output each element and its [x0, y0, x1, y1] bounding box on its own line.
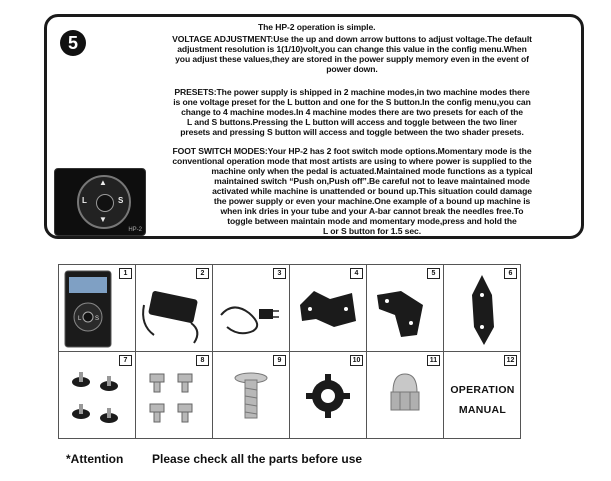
part-cell-5	[367, 265, 444, 352]
text-line: conventional operation mode that most artists are using to where power is supplied to the	[172, 156, 532, 166]
parts-grid	[58, 264, 521, 439]
part-cell-9	[213, 352, 290, 439]
attention-message: Please check all the parts before use	[152, 452, 363, 466]
text-line: L or S button for 1.5 sec.	[323, 226, 421, 236]
up-arrow-icon: ▲	[99, 178, 107, 187]
manual-label-line1: OPERATION	[450, 384, 515, 396]
power-supply-icon	[59, 265, 136, 352]
svg-text:L: L	[78, 316, 82, 322]
part-number: 3	[273, 268, 286, 279]
section-title: The HP-2 operation is simple.	[258, 22, 376, 32]
step-number-badge: 5	[60, 30, 86, 56]
text-line: you adjust these values,they are stored in the power supply memory even in the event of	[175, 54, 529, 64]
part-number: 4	[350, 268, 363, 279]
l-button-label: L	[82, 196, 87, 205]
control-panel-image	[54, 168, 146, 236]
dial-center-icon	[96, 194, 114, 212]
model-label: HP-2	[128, 227, 142, 233]
bracket-icon	[367, 265, 444, 352]
text-line: power down.	[326, 64, 378, 74]
part-number: 5	[427, 268, 440, 279]
bracket-icon	[290, 265, 367, 352]
text-line: the power supply or even your machine.One example of a bound up machine is	[213, 196, 531, 206]
part-number: 10	[350, 355, 363, 366]
manual-label-line2: MANUAL	[458, 404, 507, 416]
down-arrow-icon: ▼	[99, 215, 107, 224]
power-adapter-icon	[136, 265, 213, 352]
text-line: adjustment resolution is 1(1/10)volt,you can change this value in the config menu.When	[177, 44, 527, 54]
part-number: 6	[504, 268, 517, 279]
text-line: activated while machine is unattended or bound up.This situation could damage	[212, 186, 532, 196]
text-line: L and S buttons.Pressing the L button will access and toggle between the two liner	[186, 117, 518, 127]
text-line: change to 4 machine modes.In 4 machine modes there are two presets for each of the	[181, 107, 523, 117]
control-dial	[77, 175, 131, 229]
part-cell-11	[367, 352, 444, 439]
text-line: presets and pressing S button will access and toggle between the two shader presets.	[180, 127, 524, 137]
screw-icon	[213, 352, 290, 439]
part-number: 1	[119, 268, 132, 279]
part-number: 12	[504, 355, 517, 366]
part-cell-12	[444, 352, 521, 439]
text-line: FOOT SWITCH MODES:Your HP-2 has 2 foot switch mode options.Momentary mode is the	[172, 146, 532, 156]
thumb-screws-icon	[136, 352, 213, 439]
text-line: when ink dries in your tube and your A-bar cannot break the needles free.To	[220, 206, 524, 216]
part-cell-8	[136, 352, 213, 439]
part-cell-7	[59, 352, 136, 439]
part-cell-10	[290, 352, 367, 439]
mounting-plate-icon	[444, 265, 521, 352]
part-cell-2	[136, 265, 213, 352]
text-line: is one voltage preset for the L button and one for the S button.In the config menu,you can	[173, 97, 531, 107]
rubber-feet-icon	[59, 352, 136, 439]
presets-paragraph	[124, 87, 580, 137]
part-number: 7	[119, 355, 132, 366]
part-cell-3	[213, 265, 290, 352]
part-number: 8	[196, 355, 209, 366]
attention-label: *Attention	[66, 452, 124, 466]
foot-switch-paragraph	[124, 146, 580, 236]
svg-text:S: S	[95, 316, 100, 322]
lock-washer-icon	[290, 352, 367, 439]
power-cord-icon	[213, 265, 290, 352]
part-number: 2	[196, 268, 209, 279]
part-number: 11	[427, 355, 440, 366]
text-line: maintained switch “Push on,Push off”.Be careful not to leave maintained mode	[214, 176, 530, 186]
text-line: toggle between maintain mode and momentary mode,press and hold the	[227, 216, 517, 226]
text-line: machine only when the pedal is actuated.Maintained mode functions as a typical	[211, 166, 533, 176]
part-cell-6	[444, 265, 521, 352]
text-line: VOLTAGE ADJUSTMENT:Use the up and down arrow buttons to adjust voltage.The default	[172, 34, 532, 44]
part-cell-1	[59, 265, 136, 352]
part-number: 9	[273, 355, 286, 366]
s-button-label: S	[118, 196, 124, 205]
part-cell-4	[290, 265, 367, 352]
text-line: PRESETS:The power supply is shipped in 2 machine modes,in two machine modes there	[174, 87, 530, 97]
voltage-adjustment-paragraph	[124, 34, 580, 74]
acorn-nut-icon	[367, 352, 444, 439]
